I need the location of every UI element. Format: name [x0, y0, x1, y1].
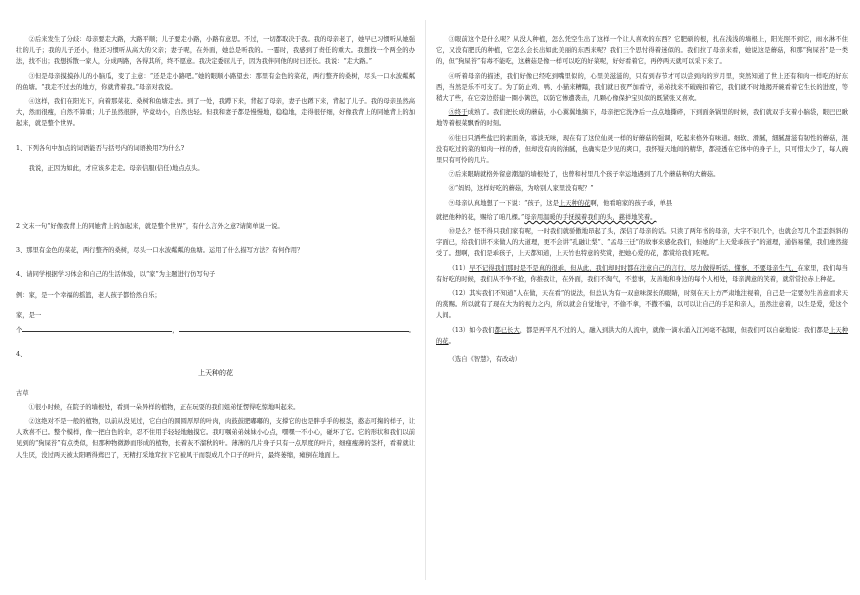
story-paragraph-5: [436, 107, 848, 129]
story-paragraph-11: [436, 263, 848, 285]
story-paragraph-9-d: 就把他种的花，赐给了咱几棵。”: [436, 213, 525, 221]
passage-paragraph-2: ②后来发生了分歧：母亲要走大路，大路平顺；儿子要走小路，小路有意思。不过，一切都取决于我。我的母亲老了，她早已习惯听从她强壮的儿子；我的儿子还小，他还习惯听从高大的父亲；妻子呢，在外面，她总是听我的。一霎时，我感到了责任的重大。我想找一个两全的办法，找不出；我想拆散一家人，分成两路，各得其所，终不愿意。我决定委屈儿子，因为我伴同他的时日还长。我说：“走大路。”: [16, 36, 415, 66]
story-paragraph-7: ⑦后来眼睛就格外留意潮湿的墙根处了，也曾和村里几个孩子幸运地遇到了几个蘑菇种的大蘑菇。: [448, 171, 720, 179]
question-1: 1、下列各句中加点的词语能否与括号内的词语换用?为什么?: [16, 144, 185, 152]
story-paragraph-11-num: （11）: [448, 264, 470, 272]
story-paragraph-6: ⑥往日只洒些盐巴的素面条，寡淡无味，现在有了这位仙灵一样的好蘑菇的强调，吃起来格外有味道。细软、滑腻，細腻甜滋有韧性的蘑菇，混没有吃过的菜的如肉一样的香，但却没有肉的油腻，也确实是少见的爽口，我怀疑天地间的精华，都浸透在它体中的身子上，只可惜太少了，每人碗里只有可怜的几片。: [436, 134, 848, 165]
answer-blank-1[interactable]: [22, 324, 172, 332]
story-paragraph-13-e: 。: [448, 337, 455, 345]
answer-blank-2[interactable]: [179, 324, 409, 332]
question-3: 3、那里有金色的菜花，两行整齐的桑树，尽头一口水波粼粼的鱼塘。运用了什么描写方法？有何作用？: [16, 247, 304, 255]
fill-line-2-end: 。: [408, 327, 415, 335]
fill-line-2-prefix: 个: [16, 327, 23, 335]
story-paragraph-13-underlined-2: 上天种的花: [436, 326, 849, 345]
story-paragraph-8: ⑧“妈妈，这样好吃的蘑菇，为啥别人家里没有呢？”: [448, 185, 594, 193]
story-paragraph-11-rest: 在家里，我们每当有好吃的时候，我们从不争不抢，你推我让，在外面，我们不淘气，不惹事，友善地和身边的每个人相处，母亲满意的笑着，就常常拉赤上种花。: [436, 264, 849, 283]
story-author: 古草: [16, 389, 29, 397]
question-2: 2 文末一句“好像我背上的同她背上的加起来，就是整个世界”，有什么言外之意?请简单说一说。: [16, 223, 284, 231]
example-sentence: 例：家，是一个幸福的摇篮，老人孩子都恰然自乐；: [16, 291, 161, 299]
story-source: （选自《智慧》，有改动）: [448, 356, 522, 364]
story-paragraph-4: ④听着母亲的描述，我们好像已经吃到嘴里似的，心里美滋滋的，只有到春节才可以尝到肉的岁月里，突然知道了世上还有和肉一样吃的好东西，当然是乐不可支了。为了防止鸡、鸭、小猫来糟蹋，我们就日夜严加看守，弟弟找来不破碗扣着它，我们就不时地揭开碗看着它生长的进度，等稍大了些，在它旁边搭建一圈小篱笆，以防它惨遭袭击，几颗心像保护宝贝似的既紧张又喜欢。: [436, 72, 848, 103]
story-paragraph-11-underlined: 早不记得我们那时是不是真的很乖，但从此，我们却时时都在注意自己的言行，尽力做得听话，懂事，不要母亲生气，: [469, 264, 798, 272]
story-paragraph-9-underlined: 上天种的花: [558, 199, 591, 207]
left-page: [16, 34, 415, 464]
fill-line-2: [16, 324, 415, 336]
story-paragraph-9-wavy: 母亲用温暖的手抚摸着我们的头，慈祥地笑着。: [524, 213, 657, 221]
story-paragraph-1: ①很小时候，在院子的墙根处，看到一朵异样的植物，正在玩耍的我们姐弟怔愣得吃惊地叫起来。: [28, 403, 300, 411]
story-paragraph-9-a: ⑨母亲认真地想了一下说：“孩子，这是: [448, 199, 559, 207]
story-paragraph-13-c: ，都是再平凡不过的人，融入到洪大的人流中，就像一滴水涌入江河毫不起眼，但我们可以自豪地说：我们都是: [519, 326, 830, 334]
passage-paragraph-4: ④这样，我们在阳光下，向着那菜花、桑树和鱼塘走去。到了一处，我蹲下来，背起了母亲，妻子也蹲下来，背起了儿子。我的母亲虽然高大，然而很瘦，自然不算重；儿子虽然很胖，毕竟幼小，自然也轻。但我和妻子都是慢慢地，稳稳地，走得很仔细，好像我背上的同她背上的加起来，就是整个世界。: [16, 98, 415, 128]
story-paragraph-9: [436, 198, 848, 209]
story-paragraph-3: ③眼前这个是什么呢？从没人种植，怎么凭空生出了这样一个让人喜欢的东西？它肥硕的根，扎在浅浅的墙根上，阳光照不到它，雨水淋不住它，又没有肥氏的种植，它怎么会长出如此美丽的东西来呢？我们三个思忖得着迷似的。我们拉了母亲来看，她说这是蘑菇，和那“狗屎苔”是一类的，但“狗屎苔”有毒不能吃，这蘑菇是像一样可以吃的好菜呢，好好看着它，再停两天就可以采下来了。: [436, 36, 848, 66]
story-paragraph-5-rest: 成熟了。我们把长成的蘑菇，小心翼翼地摘下，母亲把它洗净后一点点地撕碎，下到面条锅里的时候，我们就双手支着小脑袋，眼巴巴瞅地等着根菜飘香的时刻。: [436, 109, 849, 128]
fill-line-2-mid: ，: [172, 327, 179, 335]
story-paragraph-13-underlined-1: 都已长大: [494, 326, 520, 334]
question-number-4: 4、: [16, 351, 27, 359]
story-paragraph-2: ②这绝对不是一般的植物，以前从没见过，它白白的圆圆厚厚的叶肉，肉鼓鼓肥嘟嘟的，支撑它的也是胖乎乎的根茎，憨态可掬的样子，让人欢喜不已。整个模样，像一把白色的伞，忍不住用手轻轻地触摸它。我叮嘱弟弟妹妹小心点，嘿嘿一不小心，碰坏了它。它的形状和我们以前见到的“狗屎苔”有点类似，但那种物微渺而形成的植物，长着灰不溜秋的叶。薄薄的几片身子只有一点厚度的叶片，细痩瘦薄的茎杆，看着就让人生厌，没过两天被太阳晒得蔫巴了，无精打采地耷拉下它被风干而裂成几个口子的叶片，最终萎缩，瘫倒在地面上。: [16, 418, 415, 459]
page-divider: [425, 20, 426, 580]
story-paragraph-12: （12）其实我们不知道“人在做，天在看”的说法，但总认为有一双意味深长的眼睛，时刻在天上方严肃地注视着，自己是一定要勿生善意而求天的赏赐。所以就有了现在大为的视力之内，所以就会自觉地守，不偷不拿，不撒不骗，以可以让自己的手足和亲人，虽然注意着，以生是爱，爱这个人间。: [436, 290, 848, 320]
question-1-sentence: 我说，正因为如此，才应该多走走。母亲信服(信任)地点点头。: [28, 164, 204, 172]
story-paragraph-13-a: （13）如今我们: [448, 326, 495, 334]
story-title: 上天种的花: [198, 369, 233, 378]
right-page: [436, 34, 848, 368]
story-paragraph-9-continued: [436, 212, 848, 223]
story-paragraph-13: [436, 325, 848, 347]
story-paragraph-5-underlined: ⑤终于: [448, 109, 468, 117]
fill-line-1: 家，是一: [16, 311, 42, 319]
question-4: 4、请同学根据学习体会和自己的生活体验，以“家”为主题进行仿写句子: [16, 271, 216, 279]
story-paragraph-10: ⑩是么？怪不得只我们家有呢，一时我们就骄傲地昂起了头，深信了母亲的话。只读了两年书的母亲，大字不识几个，也就会写几个歪歪斜斜的字面已，给我们讲不来做人的大道理，更不会讲“孔融让梨”、“孟母三迁”的故事来感化我们，但她的“上天爱乖孩子”的道理，通俗易懂，我们虔然接受了。想啊，我们是乖孩子，上天都知道，上天竹也特意的奖赏，把她心爱的花，都赏给我们吃呢。: [436, 228, 848, 258]
passage-paragraph-3: ③但是母亲摸摸孙儿的小脑瓜，变了主意：“还是走小路吧。”她的眼顺小路望去：那里有金色的菜花，两行整齐的桑树，尽头一口水波粼粼的鱼塘。“我走不过去的地方，你就背着我。”母亲对我说。: [16, 72, 415, 91]
story-paragraph-9-c: 啊，他看咱家的孩子乖，单县: [590, 199, 673, 207]
